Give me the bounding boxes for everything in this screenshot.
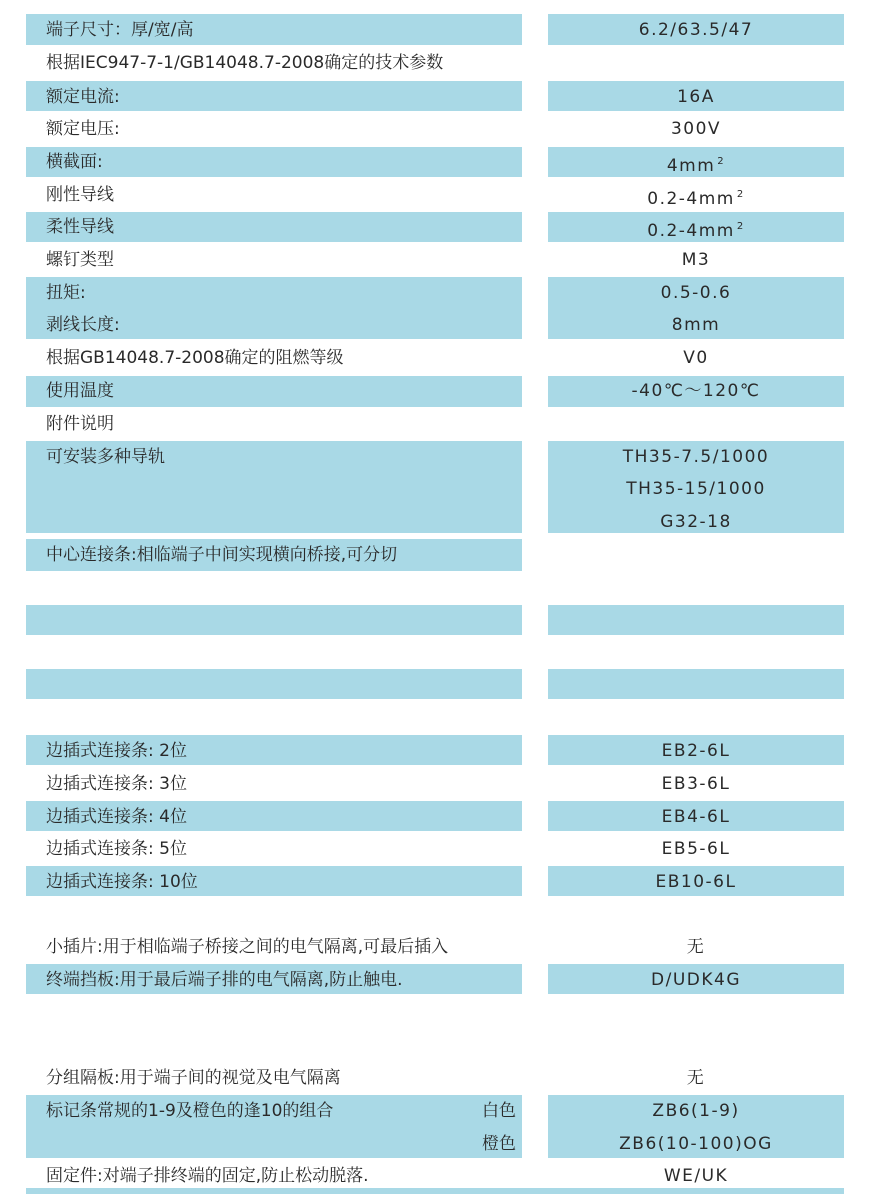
voltage-label: 额定电压: xyxy=(46,119,120,139)
edge-bridge-value: EB2-6L xyxy=(661,741,731,761)
marker-orange-tag: 橙色 xyxy=(482,1134,516,1154)
strip-length-label: 剥线长度: xyxy=(46,315,120,335)
group-separator-label: 分组隔板:用于端子间的视觉及电气隔离 xyxy=(46,1068,341,1088)
size-value: 6.2/63.5/47 xyxy=(638,20,754,40)
current-value: 16A xyxy=(677,87,715,107)
marker-white-value: ZB6(1-9) xyxy=(652,1101,740,1121)
marker-orange-value: ZB6(10-100)OG xyxy=(619,1134,773,1154)
current-label: 额定电流: xyxy=(46,87,120,107)
bottom-rule xyxy=(26,1188,844,1194)
band xyxy=(548,605,844,635)
flame-rating-label: 根据GB14048.7-2008确定的阻燃等级 xyxy=(46,348,344,368)
edge-bridge-label: 边插式连接条: 4位 xyxy=(46,807,187,827)
torque-label: 扭矩: xyxy=(46,283,86,303)
screw-value: M3 xyxy=(681,250,711,270)
marker-white-tag: 白色 xyxy=(482,1101,516,1121)
flexible-wire-value: 0.2-4mm $^2$ xyxy=(647,221,745,241)
temperature-label: 使用温度 xyxy=(46,381,114,401)
section-label: 横截面: xyxy=(46,152,103,172)
center-bridge-label: 中心连接条:相临端子中间实现横向桥接,可分切 xyxy=(46,545,398,565)
flexible-wire-label: 柔性导线 xyxy=(46,217,114,237)
rail-value: TH35-15/1000 xyxy=(626,479,766,499)
size-label: 端子尺寸：厚/宽/高 xyxy=(46,20,194,40)
accessories-heading: 附件说明 xyxy=(46,414,114,434)
rigid-wire-value: 0.2-4mm $^2$ xyxy=(647,189,745,209)
edge-bridge-value: EB3-6L xyxy=(661,774,731,794)
band xyxy=(26,669,522,699)
end-plate-label: 终端挡板:用于最后端子排的电气隔离,防止触电. xyxy=(46,970,403,990)
temperature-value: -40℃～120℃ xyxy=(631,381,761,401)
end-plate-value: D/UDK4G xyxy=(651,970,741,990)
rail-value: G32-18 xyxy=(660,512,732,532)
section-value: 4mm $^2$ xyxy=(666,156,726,176)
edge-bridge-value: EB10-6L xyxy=(655,872,737,892)
screw-label: 螺钉类型 xyxy=(46,250,114,270)
edge-bridge-value: EB5-6L xyxy=(661,839,731,859)
rigid-wire-label: 刚性导线 xyxy=(46,185,114,205)
rail-label: 可安装多种导轨 xyxy=(46,447,165,467)
edge-bridge-label: 边插式连接条: 5位 xyxy=(46,839,187,859)
strip-length-value: 8mm xyxy=(671,315,721,335)
standard-heading: 根据IEC947-7-1/GB14048.7-2008确定的技术参数 xyxy=(46,53,444,73)
marker-label: 标记条常规的1-9及橙色的逢10的组合 xyxy=(46,1101,334,1121)
edge-bridge-label: 边插式连接条: 3位 xyxy=(46,774,187,794)
band xyxy=(548,669,844,699)
group-separator-value: 无 xyxy=(686,1068,706,1088)
torque-value: 0.5-0.6 xyxy=(660,283,732,303)
edge-bridge-label: 边插式连接条: 2位 xyxy=(46,741,187,761)
flame-rating-value: V0 xyxy=(683,348,709,368)
rail-value: TH35-7.5/1000 xyxy=(622,447,770,467)
fixing-label: 固定件:对端子排终端的固定,防止松动脱落. xyxy=(46,1166,369,1186)
plug-value: 无 xyxy=(686,937,706,957)
voltage-value: 300V xyxy=(670,119,722,139)
edge-bridge-label: 边插式连接条: 10位 xyxy=(46,872,198,892)
edge-bridge-value: EB4-6L xyxy=(661,807,731,827)
plug-label: 小插片:用于相临端子桥接之间的电气隔离,可最后插入 xyxy=(46,937,449,957)
band xyxy=(26,605,522,635)
fixing-value: WE/UK xyxy=(663,1166,729,1186)
